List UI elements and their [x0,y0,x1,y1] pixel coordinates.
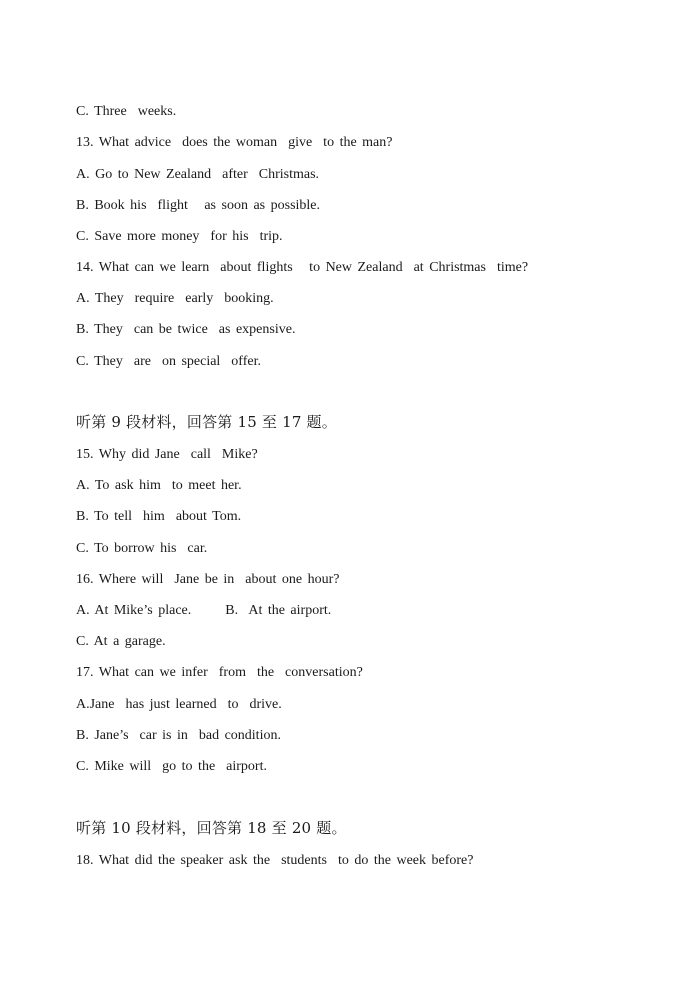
option-17b: B. Jane’s car is in bad condition. [76,728,281,743]
option-13a: A. Go to New Zealand after Christmas. [76,167,320,182]
question-18: 18. What did the speaker ask the students to do the week before? [76,853,474,868]
section-heading-10: 听第 10 段材料，回答第 18 至 20 题。 [76,819,347,837]
option-17c: C. Mike will go to the airport. [76,759,267,774]
options-16ab [76,602,331,620]
option-15a: A. To ask him to meet her. [76,478,242,493]
option-15b: B. To tell him about Tom. [76,509,242,524]
option-14c: C. They are on special offer. [76,354,261,369]
option-16b: B. At the airport. [225,603,332,618]
option-13b: B. Book his flight as soon as possible. [76,198,321,213]
option-14a: A. They require early booking. [76,291,274,306]
option-12c: C. Three weeks. [76,104,177,119]
section-heading-9: 听第 9 段材料，回答第 15 至 17 题。 [76,413,337,431]
option-17a: A.Jane has just learned to drive. [76,697,282,712]
option-16c: C. At a garage. [76,634,166,649]
option-14b: B. They can be twice as expensive. [76,322,296,337]
question-15: 15. Why did Jane call Mike? [76,447,258,462]
option-15c: C. To borrow his car. [76,541,208,556]
question-13: 13. What advice does the woman give to the man? [76,135,393,150]
question-17: 17. What can we infer from the conversation? [76,665,363,680]
question-16: 16. Where will Jane be in about one hour? [76,572,340,587]
option-13c: C. Save more money for his trip. [76,229,283,244]
question-14: 14. What can we learn about flights to New Zealand at Christmas time? [76,260,529,275]
option-16a: A. At Mike’s place. [76,603,192,618]
